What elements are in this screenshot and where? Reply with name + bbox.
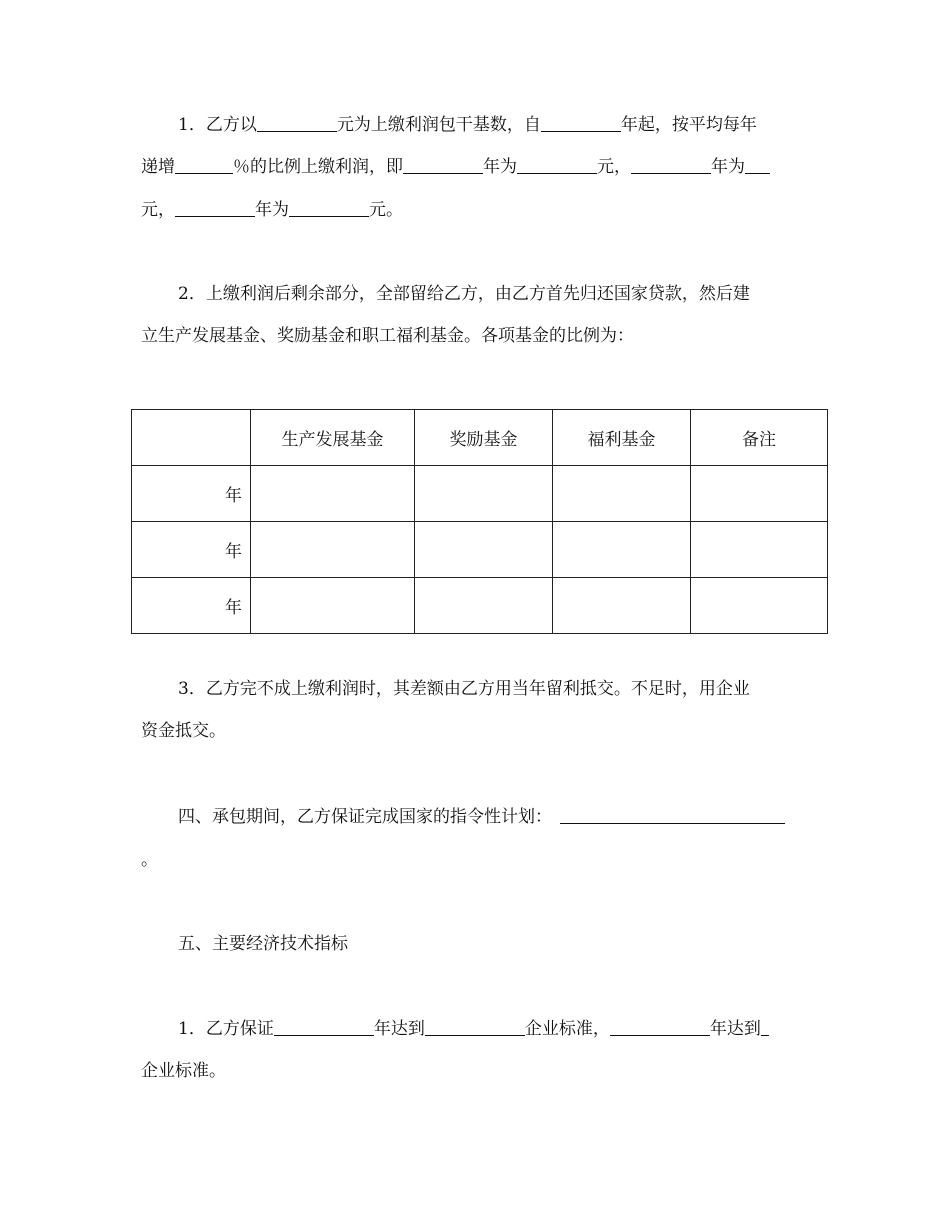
para-3-line-1: 3．乙方完不成上缴利润时，其差额由乙方用当年留利抵交。不足时，用企业 [178,679,750,699]
para-2-line-1: 2．上缴利润后剩余部分，全部留给乙方，由乙方首先归还国家贷款，然后建 [178,284,750,304]
blank-field[interactable] [761,1019,769,1036]
section-5-title: 五、主要经济技术指标 [178,934,348,954]
section-5-item-1-line-2: 企业标准。 [141,1061,226,1081]
blank-field[interactable] [257,115,337,132]
table-cell[interactable] [691,578,828,634]
table-row [132,578,828,634]
section-4-line-2: 。 [141,850,158,870]
table-row [132,522,828,578]
row-label: 年 [132,466,251,522]
table-cell[interactable] [415,578,553,634]
para-2-line-2: 立生产发展基金、奖励基金和职工福利基金。各项基金的比例为： [141,326,634,346]
table-cell[interactable] [691,522,828,578]
blank-field[interactable] [425,1019,525,1036]
blank-field[interactable] [517,157,597,174]
para-1-line-2: 递增 ％的比例上缴利润，即 年为 元， 年为 [141,156,770,178]
table-cell[interactable] [553,466,691,522]
row-label: 年 [132,522,251,578]
blank-field[interactable] [289,200,369,217]
blank-field[interactable] [610,1019,710,1036]
table-header-cell: 福利基金 [553,410,691,466]
table-cell[interactable] [553,522,691,578]
table-header-row [132,410,828,466]
blank-field[interactable] [274,1019,374,1036]
blank-field[interactable] [175,157,233,174]
para-3-line-2: 资金抵交。 [141,721,226,741]
fund-ratio-table [131,409,828,634]
table-cell[interactable] [553,578,691,634]
row-label: 年 [132,578,251,634]
table-header-cell: 奖励基金 [415,410,553,466]
blank-field[interactable] [631,157,711,174]
table-cell[interactable] [415,522,553,578]
table-header-cell: 生产发展基金 [251,410,415,466]
table-cell[interactable] [691,466,828,522]
blank-field[interactable] [541,115,621,132]
blank-field[interactable] [560,807,785,824]
table-header-cell [132,410,251,466]
para-1-line-3: 元， 年为 元。 [141,200,403,220]
table-cell[interactable] [251,522,415,578]
section-4-line-1: 四、承包期间，乙方保证完成国家的指令性计划： [178,806,785,828]
table-cell[interactable] [251,578,415,634]
blank-field[interactable] [175,200,255,217]
table-row [132,466,828,522]
table-cell[interactable] [251,466,415,522]
table-cell[interactable] [415,466,553,522]
para-1-line-1: 1．乙方以 元为上缴利润包干基数，自 年起，按平均每年 [178,115,757,135]
section-5-item-1-line-1: 1．乙方保证 年达到 企业标准， 年达到 [178,1018,769,1040]
blank-field[interactable] [403,157,483,174]
blank-field[interactable] [745,157,770,174]
table-header-cell: 备注 [691,410,828,466]
